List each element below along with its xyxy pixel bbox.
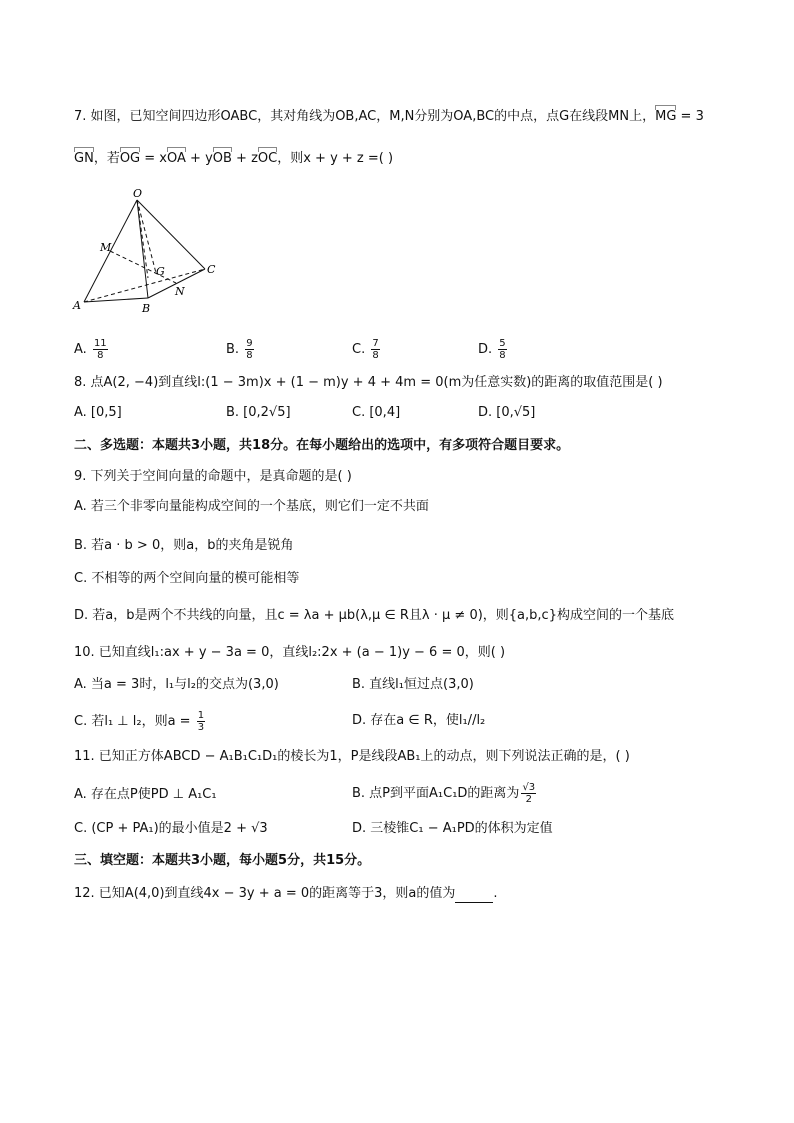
q10-stem: 10. 已知直线l₁:ax + y − 3a = 0，直线l₂:2x + (a − 1)y − 6 = 0，则( ) [74, 645, 506, 660]
option-letter: C. [352, 342, 370, 357]
denominator: 2 [525, 794, 532, 805]
denominator: 8 [97, 350, 104, 361]
vector-oc: OC [257, 151, 278, 166]
q11-option-b-text: B. 点P到平面A₁C₁D的距离为 [352, 786, 520, 801]
q7-option-c[interactable] [352, 338, 380, 361]
section-3-heading: 三、填空题：本题共3小题，每小题5分，共15分。 [74, 853, 371, 868]
label-b: B [142, 302, 151, 315]
option-letter: A. [74, 342, 91, 357]
q9-option-c[interactable]: C. 不相等的两个空间向量的模可能相等 [74, 571, 300, 586]
q10-option-a[interactable]: A. 当a = 3时，l₁与l₂的交点为(3,0) [74, 677, 279, 692]
section-2-heading: 二、多选题：本题共3小题，共18分。在每小题给出的选项中，有多项符合题目要求。 [74, 438, 570, 453]
denominator: 8 [372, 350, 379, 361]
q11-option-d[interactable]: D. 三棱锥C₁ − A₁PD的体积为定值 [352, 821, 553, 836]
numerator: 7 [372, 338, 379, 349]
denominator: 3 [197, 722, 205, 733]
q12-end: . [493, 886, 498, 901]
q11-stem: 11. 已知正方体ABCD − A₁B₁C₁D₁的棱长为1，P是线段AB₁上的动点，则下列说法正确的是，( ) [74, 749, 630, 764]
denominator: 8 [246, 350, 253, 361]
q8-option-a[interactable]: A. [0,5] [74, 405, 122, 420]
label-m: M [100, 241, 112, 254]
q8-option-c[interactable]: C. [0,4] [352, 405, 401, 420]
numerator: 9 [246, 338, 253, 349]
vector-ob: OB [212, 151, 232, 166]
q7-option-b[interactable] [226, 338, 254, 361]
q8-stem: 8. 点A(2, −4)到直线l:(1 − 3m)x + (1 − m)y + 4 + 4m = 0(m为任意实数)的距离的取值范围是( ) [74, 375, 663, 390]
q9-option-b[interactable]: B. 若a · b > 0，则a，b的夹角是锐角 [74, 538, 294, 553]
q12-text: 12. 已知A(4,0)到直线4x − 3y + a = 0的距离等于3，则a的值为 [74, 886, 456, 901]
q7-stem-line1 [74, 108, 704, 126]
numerator: √3 [522, 782, 536, 793]
numerator: 1 [197, 710, 205, 721]
option-letter: B. [226, 342, 244, 357]
q7-eq3: = 3 [676, 109, 704, 124]
label-o: O [133, 187, 143, 200]
denominator: 8 [499, 350, 506, 361]
q11-option-b[interactable] [352, 782, 536, 805]
q9-stem: 9. 下列关于空间向量的命题中，是真命题的是( ) [74, 469, 352, 484]
vector-og: OG [119, 151, 141, 166]
label-n: N [175, 285, 185, 298]
vector-mg: MG [655, 109, 677, 124]
numerator: 5 [499, 338, 506, 349]
vector-oa: OA [167, 151, 186, 166]
q7-plus-z: + z [231, 151, 258, 166]
q10-option-d[interactable]: D. 存在a ∈ R，使l₁//l₂ [352, 713, 486, 728]
q10-option-b[interactable]: B. 直线l₁恒过点(3,0) [352, 677, 474, 692]
label-a: A [73, 299, 81, 312]
q7-plus-y: + y [185, 151, 213, 166]
answer-blank[interactable] [455, 889, 493, 903]
q7-option-a[interactable] [74, 338, 108, 361]
q11-option-c[interactable]: C. (CP + PA₁)的最小值是2 + √3 [74, 821, 268, 836]
q8-option-d[interactable]: D. [0,√5] [478, 405, 536, 420]
q10-option-c-text: C. 若l₁ ⊥ l₂，则a = [74, 714, 195, 729]
tetrahedron-figure [70, 185, 230, 320]
q9-option-a[interactable]: A. 若三个非零向量能构成空间的一个基底，则它们一定不共面 [74, 499, 429, 514]
q7-ifword: ，若 [93, 151, 120, 166]
fraction [521, 782, 536, 805]
q7-stem-line2 [74, 150, 393, 168]
label-g: G [156, 265, 165, 278]
fraction [197, 710, 205, 733]
q7-tail: ，则x + y + z =( ) [277, 151, 394, 166]
q7-text: 7. 如图，已知空间四边形OABC，其对角线为OB,AC，M,N分别为OA,BC的中点，点G在线段MN上， [74, 109, 656, 124]
label-c: C [207, 263, 216, 276]
vector-gn: GN [74, 151, 94, 166]
option-letter: D. [478, 342, 497, 357]
q7-option-d[interactable] [478, 338, 507, 361]
fraction [245, 338, 253, 361]
q8-option-b[interactable]: B. [0,2√5] [226, 405, 291, 420]
fraction [498, 338, 506, 361]
q10-option-c[interactable] [74, 710, 205, 733]
q7-eq: = x [140, 151, 167, 166]
q9-option-d[interactable]: D. 若a，b是两个不共线的向量，且c = λa + μb(λ,μ ∈ R且λ · μ ≠ 0)，则{a,b,c}构成空间的一个基底 [74, 608, 674, 623]
fraction [371, 338, 379, 361]
q11-option-a[interactable]: A. 存在点P使PD ⊥ A₁C₁ [74, 787, 217, 802]
q12-stem [74, 885, 498, 903]
numerator: 11 [93, 338, 107, 349]
fraction [93, 338, 108, 361]
